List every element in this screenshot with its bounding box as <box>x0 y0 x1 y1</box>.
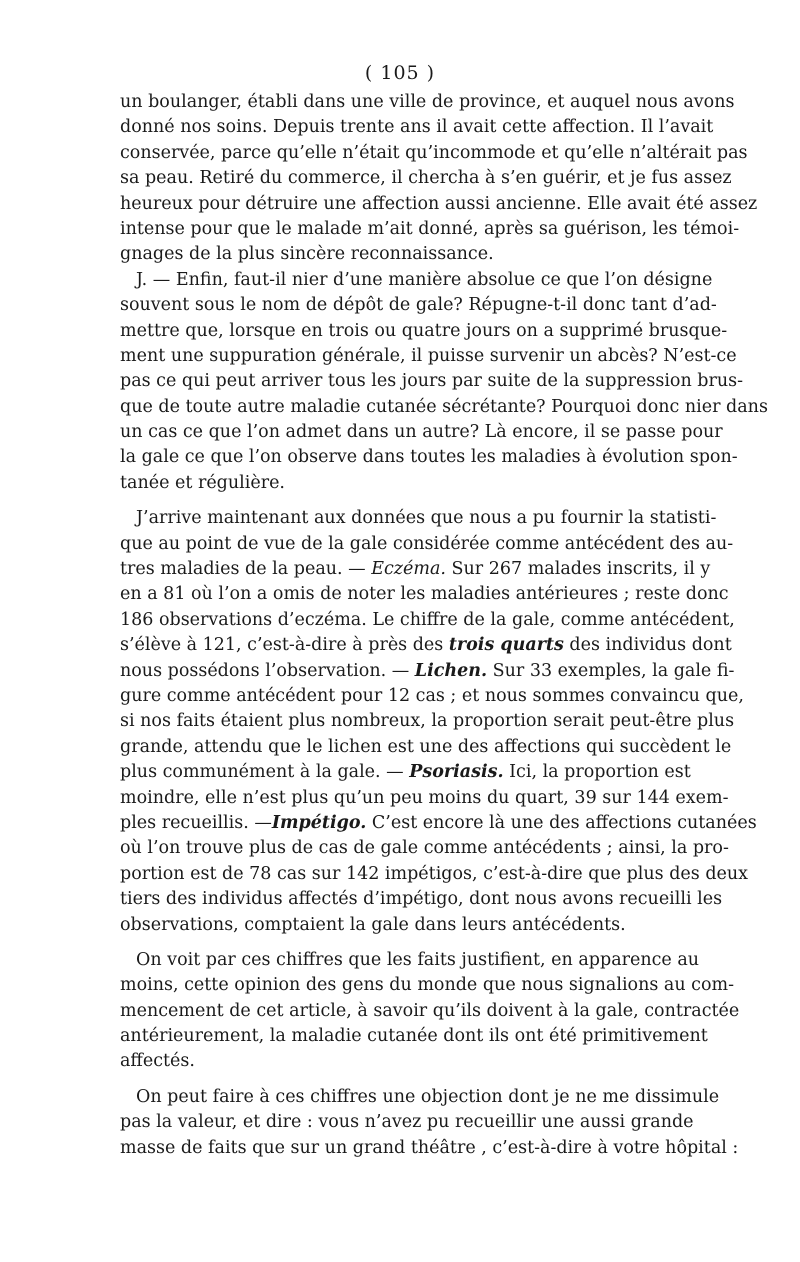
text-line <box>120 557 711 582</box>
text-line: gure comme antécédent pour 12 cas ; et nous sommes convaincu que, <box>120 685 744 706</box>
text-line: portion est de 78 cas sur 142 impétigos, c’est-à-dire que plus des deux <box>120 863 749 884</box>
text-line: sa peau. Retiré du commerce, il chercha à s’en guérir, et je fus assez <box>120 168 732 189</box>
disease-heading-eczema: Eczéma. <box>371 559 446 580</box>
text-line: tiers des individus affectés d’impétigo, dont nous avons recueilli les <box>120 889 723 910</box>
text-line: moins, cette opinion des gens du monde que nous signalions au com- <box>120 975 735 996</box>
text-line: en a 81 où l’on a omis de noter les maladies antérieures ; reste donc <box>120 584 729 605</box>
text-run: nous possédons l’observation. — <box>120 660 415 681</box>
text-line: souvent sous le nom de dépôt de gale? Répugne-t-il donc tant d’ad- <box>120 295 717 316</box>
text-line: heureux pour détruire une affection aussi ancienne. Elle avait été assez <box>120 193 758 214</box>
text-line: mencement de cet article, à savoir qu’ils doivent à la gale, contractée <box>120 1000 740 1021</box>
text-line: mettre que, lorsque en trois ou quatre jours on a supprimé brusque- <box>120 320 728 341</box>
page-number: ( 105 ) <box>364 62 436 84</box>
disease-heading-impetigo: Impétigo. <box>271 812 367 833</box>
paragraph <box>120 90 758 268</box>
text-line: que de toute autre maladie cutanée sécrétante? Pourquoi donc nier dans <box>120 396 768 417</box>
text-line: pas la valeur, et dire : vous n’avez pu recueillir une aussi grande <box>120 1112 694 1133</box>
text-line <box>120 633 732 658</box>
text-line: On voit par ces chiffres que les faits justifient, en apparence au <box>136 949 700 970</box>
body-text <box>120 90 768 1161</box>
text-line: pas ce qui peut arriver tous les jours par suite de la suppression brus- <box>120 371 744 392</box>
disease-heading-lichen: Lichen. <box>414 660 488 681</box>
text-line: conservée, parce qu’elle n’était qu’incommode et qu’elle n’altérait pas <box>120 142 748 163</box>
disease-heading-psoriasis: Psoriasis. <box>409 762 504 783</box>
text-run: s’élève à 121, c’est-à-dire à près des <box>120 635 449 656</box>
text-line: moindre, elle n’est plus qu’un peu moins du quart, 39 sur 144 exem- <box>120 787 729 808</box>
text-line: ment une suppuration générale, il puisse survenir un abcès? N’est-ce <box>120 345 737 366</box>
paragraph <box>120 1085 739 1161</box>
text-line: la gale ce que l’on observe dans toutes les maladies à évolution spon- <box>120 447 738 468</box>
text-line: J’arrive maintenant aux données que nous a pu fournir la statisti- <box>136 508 717 529</box>
text-run: Ici, la proportion est <box>503 762 691 783</box>
text-run: tres maladies de la peau. — <box>120 559 372 580</box>
text-line: antérieurement, la maladie cutanée dont ils ont été primitivement <box>120 1026 708 1047</box>
text-run: C’est encore là une des affections cutanées <box>366 812 757 833</box>
text-line <box>120 760 691 785</box>
text-line: que au point de vue de la gale considérée comme antécédent des au- <box>120 533 734 554</box>
text-line: affectés. <box>120 1051 195 1072</box>
text-line: 186 observations d’eczéma. Le chiffre de la gale, comme antécédent, <box>120 609 735 630</box>
text-line: grande, attendu que le lichen est une des affections qui succèdent le <box>120 736 732 757</box>
text-line: si nos faits étaient plus nombreux, la proportion serait peut-être plus <box>120 711 735 732</box>
paragraph <box>120 268 768 497</box>
text-line: gnages de la plus sincère reconnaissance. <box>120 244 494 265</box>
text-line: observations, comptaient la gale dans leurs antécédents. <box>120 914 626 935</box>
text-line <box>120 659 735 684</box>
text-line: On peut faire à ces chiffres une objection dont je ne me dissimule <box>136 1086 720 1107</box>
paragraph <box>120 506 757 938</box>
text-run: plus communément à la gale. — <box>120 762 410 783</box>
text-line: où l’on trouve plus de cas de gale comme antécédents ; ainsi, la pro- <box>120 838 729 859</box>
text-line: intense pour que le malade m’ait donné, après sa guérison, les témoi- <box>120 218 740 239</box>
text-run: Sur 33 exemples, la gale fi- <box>487 660 735 681</box>
text-line: masse de faits que sur un grand théâtre , c’est-à-dire à votre hôpital : <box>120 1137 739 1158</box>
text-run: ples recueillis. — <box>120 812 272 833</box>
text-line: tanée et régulière. <box>120 472 285 493</box>
text-line: donné nos soins. Depuis trente ans il avait cette affection. Il l’avait <box>120 117 714 138</box>
text-line: un cas ce que l’on admet dans un autre? Là encore, il se passe pour <box>120 422 723 443</box>
paragraph <box>120 948 740 1075</box>
text-line: un boulanger, établi dans une ville de province, et auquel nous avons <box>120 92 735 112</box>
emphasis-trois-quarts: trois quarts <box>448 635 564 656</box>
text-run: des individus dont <box>563 635 732 656</box>
text-run: Sur 267 malades inscrits, il y <box>445 559 711 580</box>
text-line <box>120 811 757 836</box>
text-line: J. — Enfin, faut-il nier d’une manière absolue ce que l’on désigne <box>136 269 713 290</box>
